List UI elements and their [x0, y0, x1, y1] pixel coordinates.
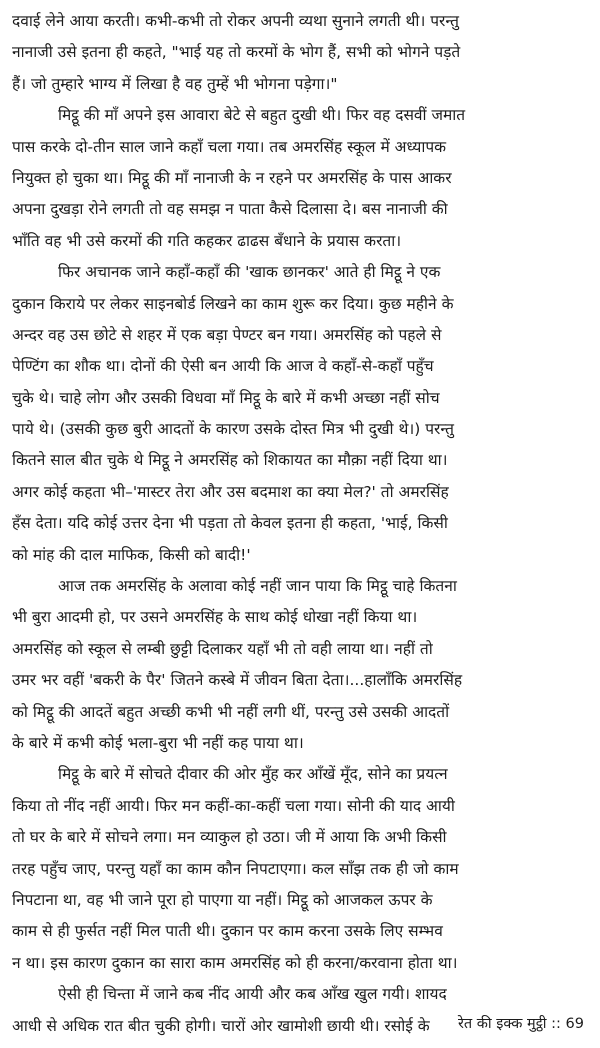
text-line: मिट्ठू की माँ अपने इस आवारा बेटे से बहुत दुखी थी। फिर वह दसवीं जमात	[58, 106, 466, 125]
text-line: ऐसी ही चिन्ता में जाने कब नींद आयी और कब आँख खुल गयी। शायद	[58, 985, 447, 1004]
text-line: अगर कोई कहता भी–'मास्टर तेरा और उस बदमाश का क्या मेल?' तो अमरसिंह	[12, 482, 449, 501]
text-line: दवाई लेने आया करती। कभी-कभी तो रोकर अपनी व्यथा सुनाने लगती थी। परन्तु	[12, 12, 459, 30]
text-line: मिट्ठू के बारे में सोचते दीवार की ओर मुँह कर आँखें मूँद, सोने का प्रयत्न	[58, 765, 448, 784]
text-line: पेण्टिंग का शौक था। दोनों की ऐसी बन आयी कि आज वे कहाँ-से-कहाँ पहुँच	[12, 357, 434, 376]
text-line: पास करके दो-तीन साल जाने कहाँ चला गया। तब अमरसिंह स्कूल में अध्यापक	[12, 137, 447, 156]
text-line: दुकान किराये पर लेकर साइनबोर्ड लिखने का काम शुरू कर दिया। कुछ महीने के	[12, 294, 454, 313]
text-line: पाये थे। (उसकी कुछ बुरी आदतों के कारण उसके दोस्त मित्र भी दुखी थे।) परन्तु	[12, 420, 455, 439]
paragraph	[12, 100, 588, 257]
text-line: हैं। जो तुम्हारे भाग्य में लिखा है वह तुम्हें भी भोगना पड़ेगा।"	[12, 74, 338, 93]
text-line: हँस देता। यदि कोई उत्तर देना भी पड़ता तो केवल इतना ही कहता, 'भाई, किसी	[12, 514, 448, 533]
text-line: न था। इस कारण दुकान का सारा काम अमरसिंह को ही करना/करवाना होता था।	[12, 953, 458, 972]
text-line: आधी से अधिक रात बीत चुकी होगी। चारों ओर खामोशी छायी थी। रसोई के	[12, 1016, 430, 1035]
text-line: काम से ही फुर्सत नहीं मिल पाती थी। दुकान पर काम करना उसके लिए सम्भव	[12, 922, 443, 941]
text-line: के बारे में कभी कोई भला-बुरा भी नहीं कह पाया था।	[12, 733, 304, 752]
text-line: नियुक्त हो चुका था। मिट्ठू की माँ नानाजी के न रहने पर अमरसिंह के पास आकर	[12, 168, 452, 187]
text-line: उमर भर वहीं 'बकरी के पैर' जितने कस्बे में जीवन बिता देता।...हालाँकि अमरसिंह	[12, 671, 463, 690]
text-line: तो घर के बारे में सोचने लगा। मन व्याकुल हो उठा। जी में आया कि अभी किसी	[12, 828, 447, 847]
text-line: किया तो नींद नहीं आयी। फिर मन कहीं-का-कहीं चला गया। सोनी की याद आयी	[12, 796, 455, 815]
body-text	[12, 6, 588, 1042]
text-line: अपना दुखड़ा रोने लगती तो वह समझ न पाता कैसे दिलासा दे। बस नानाजी की	[12, 200, 448, 219]
paragraph	[12, 571, 588, 759]
text-line: चुके थे। चाहे लोग और उसकी विधवा माँ मिट्ठू के बारे में कभी अच्छा नहीं सोच	[12, 388, 440, 407]
text-line: भाँति वह भी उसे करमों की गति कहकर ढाढस बँधाने के प्रयास करता।	[12, 231, 402, 250]
text-line: फिर अचानक जाने कहाँ-कहाँ की 'खाक छानकर' आते ही मिट्ठू ने एक	[58, 263, 441, 282]
text-line: को मांह की दाल माफिक, किसी को बादी!'	[12, 545, 251, 564]
text-line: अन्दर वह उस छोटे से शहर में एक बड़ा पेण्टर बन गया। अमरसिंह को पहले से	[12, 325, 442, 344]
text-line: अमरसिंह को स्कूल से लम्बी छुट्टी दिलाकर यहाँ भी तो वही लाया था। नहीं तो	[12, 639, 433, 658]
text-line: तरह पहुँच जाए, परन्तु यहाँ का काम कौन निपटाएगा। कल साँझ तक ही जो काम	[12, 859, 459, 878]
page-footer: रेत की इक्क मुट्ठी :: 69	[457, 1016, 584, 1032]
text-line: आज तक अमरसिंह के अलावा कोई नहीं जान पाया कि मिट्ठू चाहे कितना	[58, 577, 457, 596]
text-line: को मिट्ठू की आदतें बहुत अच्छी कभी भी नहीं लगी थीं, परन्तु उसे उसकी आदतों	[12, 702, 450, 721]
paragraph	[12, 6, 588, 100]
text-line: निपटाना था, वह भी जाने पूरा हो पाएगा या नहीं। मिट्ठू को आजकल ऊपर के	[12, 890, 433, 909]
text-line: कितने साल बीत चुके थे मिट्ठू ने अमरसिंह को शिकायत का मौक़ा नहीं दिया था।	[12, 451, 448, 470]
paragraph	[12, 759, 588, 979]
text-line: भी बुरा आदमी हो, पर उसने अमरसिंह के साथ कोई धोखा नहीं किया था।	[12, 608, 418, 627]
text-line: नानाजी उसे इतना ही कहते, "भाई यह तो करमों के भोग हैं, सभी को भोगने पड़ते	[12, 43, 461, 62]
paragraph	[12, 257, 588, 571]
